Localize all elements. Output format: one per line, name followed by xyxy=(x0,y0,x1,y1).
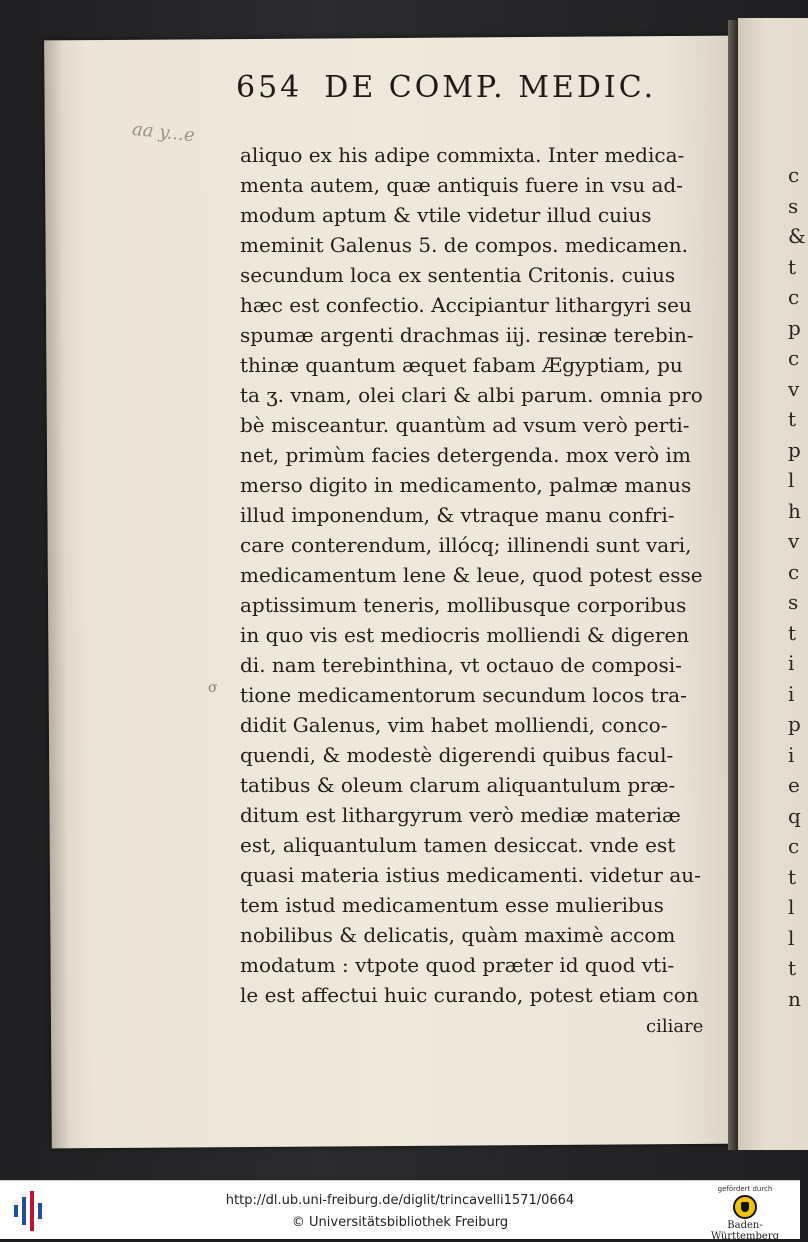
facing-page-letter: e xyxy=(788,773,800,797)
facing-page-letter: l xyxy=(788,895,795,919)
footer-bar xyxy=(0,1180,800,1242)
sponsor-logo xyxy=(700,1185,790,1242)
text-line: ditum est lithargyrum verò mediæ materiæ xyxy=(240,803,681,827)
text-line: quendi, & modestè digerendi quibus facul- xyxy=(240,743,674,767)
text-line: est, aliquantulum tamen desiccat. vnde est xyxy=(240,833,676,857)
facing-page-letter: c xyxy=(788,346,800,370)
margin-mark: σ xyxy=(208,680,218,696)
facing-page-letter: p xyxy=(788,712,801,736)
text-line: modum aptum & vtile videtur illud cuius xyxy=(240,203,652,227)
facing-page-letter: t xyxy=(788,864,797,889)
facing-page-letter: h xyxy=(788,498,801,523)
sponsor-name: Baden-Württemberg xyxy=(710,1220,780,1242)
book-gutter xyxy=(728,20,738,1150)
facing-page-letter: i xyxy=(788,651,795,675)
text-block xyxy=(240,140,720,1010)
margin-note: aa y...e xyxy=(131,118,196,147)
text-line: tem istud medicamentum esse mulieribus xyxy=(240,893,664,917)
facing-page-letter: c xyxy=(788,559,800,584)
facing-page-letter: c xyxy=(788,285,800,309)
facing-page-letter: t xyxy=(788,956,797,980)
text-line: didit Galenus, vim habet molliendi, conco- xyxy=(240,713,668,737)
text-line: modatum : vtpote quod præter id quod vti- xyxy=(240,953,675,977)
text-line: medicamentum lene & leue, quod potest esse xyxy=(240,563,703,587)
text-line: quasi materia istius medicamenti. videtur au- xyxy=(240,863,701,887)
text-line: in quo vis est mediocris molliendi & digeren xyxy=(240,623,690,647)
facing-page-letter: i xyxy=(788,742,795,767)
facing-page-letter: s xyxy=(788,193,799,218)
permalink-url[interactable]: http://dl.ub.uni-freiburg.de/diglit/trincavelli1571/0664 xyxy=(225,1193,575,1208)
text-line: spumæ argenti drachmas iij. resinæ terebin- xyxy=(240,323,694,347)
facing-page-letter: i xyxy=(788,681,795,706)
text-line: tione medicamentorum secundum locos tra- xyxy=(240,683,687,707)
text-line: ta ʒ. vnam, olei clari & albi parum. omnia pro xyxy=(240,383,703,407)
facing-page-letter: t xyxy=(788,254,797,279)
text-line: menta autem, quæ antiquis fuere in vsu ad- xyxy=(240,173,683,197)
bw-seal-icon xyxy=(733,1195,757,1219)
folio-number: 654 xyxy=(236,70,303,105)
text-line: tatibus & oleum clarum aliquantulum præ- xyxy=(240,773,676,797)
text-line: aliquo ex his adipe commixta. Inter medica- xyxy=(240,143,685,167)
facing-page-letter: & xyxy=(788,224,806,248)
facing-page xyxy=(738,18,808,1150)
text-line: bè misceantur. quantùm ad vsum verò perti- xyxy=(240,413,690,437)
copyright-notice: © Universitätsbibliothek Freiburg xyxy=(291,1215,509,1230)
text-line: thinæ quantum æquet fabam Ægyptiam, pu xyxy=(240,353,683,377)
text-line: meminit Galenus 5. de compos. medicamen. xyxy=(240,233,688,257)
running-head-title: DE COMP. MEDIC. xyxy=(324,70,657,105)
text-line: net, primùm facies detergenda. mox verò im xyxy=(240,443,691,467)
text-line: illud imponendum, & vtraque manu confri- xyxy=(240,503,675,527)
facing-page-letter: v xyxy=(788,529,800,553)
facing-page-letter: q xyxy=(788,803,801,828)
facing-page-letter: p xyxy=(788,315,801,340)
running-head xyxy=(236,70,656,120)
facing-page-letter: t xyxy=(788,407,797,431)
text-line: aptissimum teneris, mollibusque corporibus xyxy=(240,593,687,617)
facing-page-letter: v xyxy=(788,376,800,401)
facing-page-letter: l xyxy=(788,468,795,492)
sponsor-label: gefördert durch xyxy=(717,1185,773,1193)
facing-page-letter: p xyxy=(788,437,801,462)
text-line: le est affectui huic curando, potest etiam con xyxy=(240,983,699,1007)
facing-page-letter: c xyxy=(788,834,800,858)
text-line: nobilibus & delicatis, quàm maximè accom xyxy=(240,923,676,947)
facing-page-letter: s xyxy=(788,590,799,614)
text-line: hæc est confectio. Accipiantur lithargyri seu xyxy=(240,293,692,317)
text-line: di. nam terebinthina, vt octauo de composi- xyxy=(240,653,682,677)
facing-page-letter: c xyxy=(788,163,800,187)
text-line: merso digito in medicamento, palmæ manus xyxy=(240,473,692,497)
catchword: ciliare xyxy=(646,1016,704,1037)
facing-page-letter: n xyxy=(788,986,801,1011)
facing-page-letter: l xyxy=(788,925,795,950)
text-line: secundum loca ex sententia Critonis. cuius xyxy=(240,263,676,287)
facing-page-letter: t xyxy=(788,620,797,645)
text-line: care conterendum, illócq; illinendi sunt vari, xyxy=(240,533,692,557)
